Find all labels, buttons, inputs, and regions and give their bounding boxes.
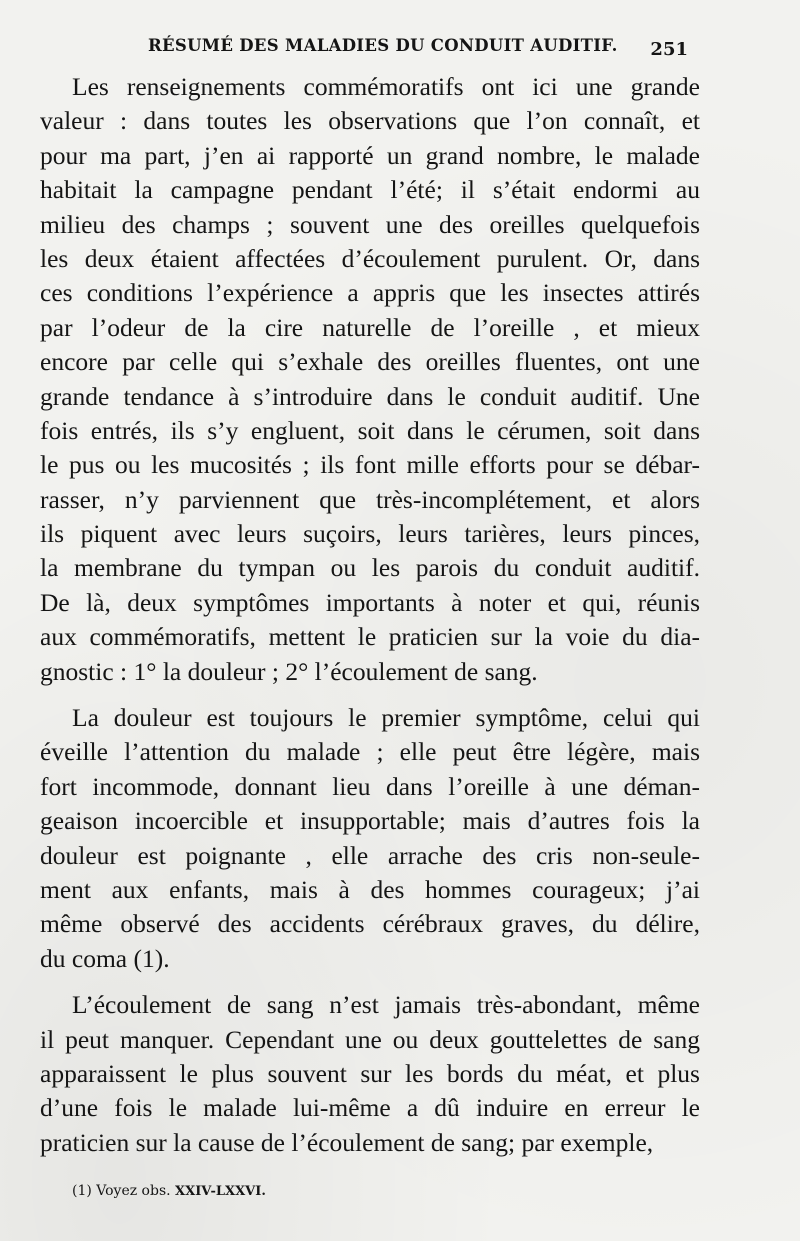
text-line: éveille l’attention du malade ; elle peut être légère, mais <box>40 737 700 767</box>
footnote-marker: (1) Voyez obs. <box>72 1183 171 1199</box>
text-line: ment aux enfants, mais à des hommes courageux; j’ai <box>40 874 700 904</box>
text-line: habitait la campagne pendant l’été; il s’était endormi au <box>40 175 700 205</box>
text-line: douleur est poignante , elle arrache des cris non-seule- <box>40 840 700 870</box>
paragraph-gap <box>40 689 700 701</box>
text-line: De là, deux symptômes importants à noter et qui, réunis <box>40 587 700 617</box>
text-line: apparaissent le plus souvent sur les bords du méat, et plus <box>40 1058 700 1088</box>
text-line: ils piquent avec leurs suçoirs, leurs tarières, leurs pinces, <box>40 519 700 549</box>
page-header <box>148 32 688 62</box>
text-line: encore par celle qui s’exhale des oreilles fluentes, ont une <box>40 347 700 377</box>
text-line: Les renseignements commémoratifs ont ici une grande <box>72 72 700 101</box>
text-line: par l’odeur de la cire naturelle de l’oreille , et mieux <box>40 312 700 342</box>
paragraph-gap <box>40 976 700 988</box>
text-line: rasser, n’y parviennent que très-incomplétement, et alors <box>40 484 700 514</box>
footnote-reference: XXIV-LXXVI. <box>175 1184 266 1199</box>
text-line: les deux étaient affectées d’écoulement purulent. Or, dans <box>40 243 700 273</box>
text-line: grande tendance à s’introduire dans le conduit auditif. Une <box>40 381 700 411</box>
text-line: le pus ou les mucosités ; ils font mille efforts pour se débar- <box>40 450 700 480</box>
text-line: fois entrés, ils s’y engluent, soit dans le cérumen, soit dans <box>40 415 700 445</box>
text-line: La douleur est toujours le premier symptôme, celui qui <box>72 703 700 733</box>
text-line: praticien sur la cause de l’écoulement de sang; par exemple, <box>40 1127 654 1157</box>
footnote <box>72 1183 266 1199</box>
text-line: du coma (1). <box>40 943 170 973</box>
text-line: L’écoulement de sang n’est jamais très-abondant, même <box>72 990 700 1020</box>
text-line: d’une fois le malade lui-même a dû induire en erreur le <box>40 1093 700 1123</box>
text-line: ces conditions l’expérience a appris que les insectes attirés <box>40 278 700 308</box>
page-number: 251 <box>650 39 688 60</box>
text-line: il peut manquer. Cependant une ou deux gouttelettes de sang <box>40 1024 700 1054</box>
paragraph <box>40 70 700 689</box>
text-line: fort incommode, donnant lieu dans l’oreille à une déman- <box>40 771 700 801</box>
text-line: même observé des accidents cérébraux graves, du délire, <box>40 909 700 939</box>
text-line: gnostic : 1° la douleur ; 2° l’écoulement de sang. <box>40 656 538 686</box>
paragraph <box>40 701 700 976</box>
text-line: geaison incoercible et insupportable; mais d’autres fois la <box>40 806 700 836</box>
text-line: la membrane du tympan ou les parois du conduit auditif. <box>40 553 700 583</box>
text-line: pour ma part, j’en ai rapporté un grand nombre, le malade <box>40 140 700 170</box>
text-line: milieu des champs ; souvent une des oreilles quelquefois <box>40 209 700 239</box>
text-line: valeur : dans toutes les observations que l’on connaît, et <box>40 106 700 136</box>
text-line: aux commémoratifs, mettent le praticien sur la voie du dia- <box>40 622 700 652</box>
running-title: RÉSUMÉ DES MALADIES DU CONDUIT AUDITIF. <box>148 36 618 55</box>
body-text <box>40 70 700 1160</box>
paragraph <box>40 988 700 1160</box>
